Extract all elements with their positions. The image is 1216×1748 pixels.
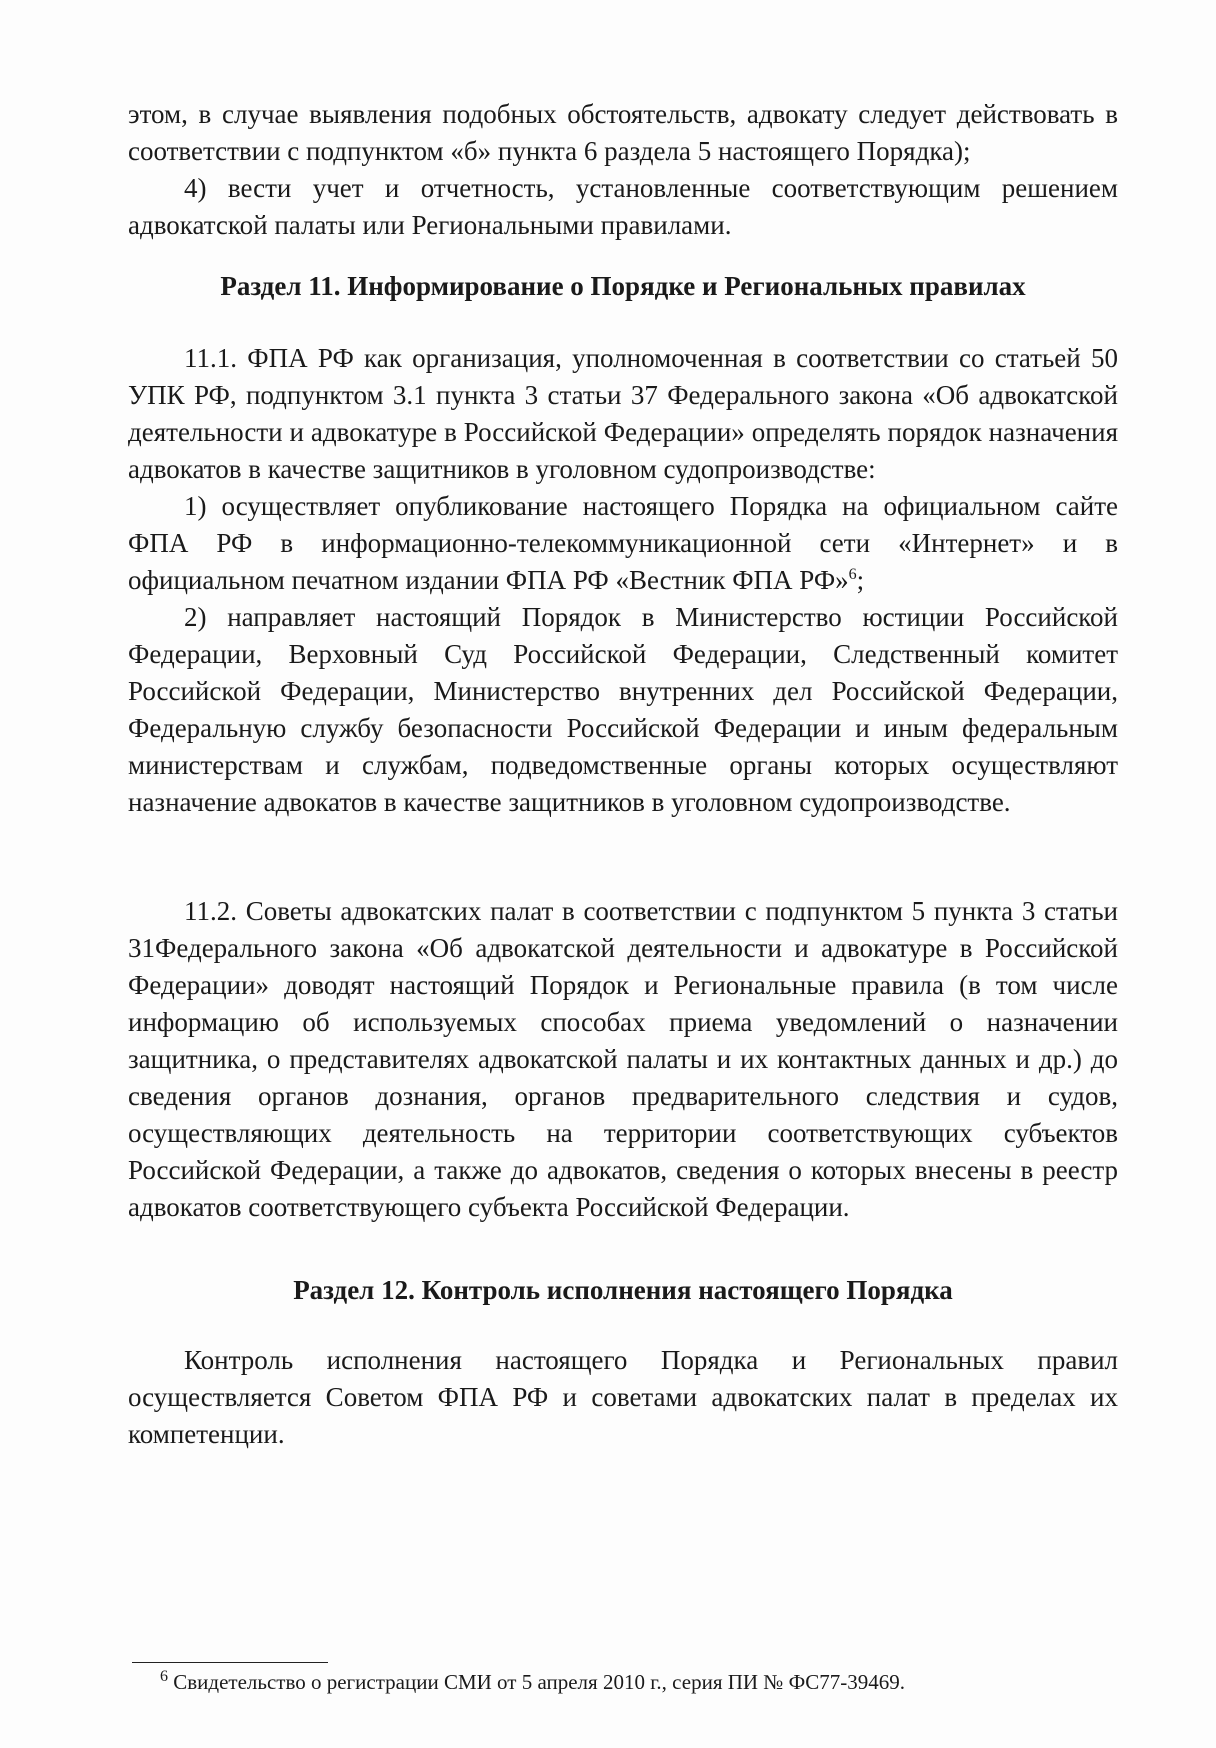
section-12-heading: Раздел 12. Контроль исполнения настоящего Порядка (293, 1275, 953, 1305)
paragraph-11-2: 11.2. Советы адвокатских палат в соответствии с подпунктом 5 пункта 3 статьи 31Федерального закона «Об адвокатской деятельности и адвокатуре в Российской Федерации» доводят настоящий Порядок и Региональные правила (в том числе информацию об используемых способах приема уведомлений о назначении защитника, о представителях адвокатской палаты и их контактных данных и др.) до сведения органов дознания, органов предварительного следствия и судов, осуществляющих деятельность на территории соответствующих субъектов Российской Федерации, а также до адвокатов, сведения о которых внесены в реестр адвокатов соответствующего субъекта Российской Федерации. (128, 896, 1118, 1222)
footnote-reference[interactable]: 6 (848, 566, 857, 583)
section-11-heading: Раздел 11. Информирование о Порядке и Региональных правилах (220, 271, 1026, 301)
footnote-separator (132, 1662, 328, 1663)
list-item-1-end: ; (856, 565, 865, 595)
continuation-paragraph: этом, в случае выявления подобных обстоятельств, адвокату следует действовать в соответствии с подпунктом «б» пункта 6 раздела 5 настоящего Порядка); (128, 99, 1118, 166)
footnote (160, 1668, 1110, 1696)
paragraph-11-1: 11.1. ФПА РФ как организация, уполномоченная в соответствии со статьей 50 УПК РФ, подпунктом 3.1 пункта 3 статьи 37 Федерального закона «Об адвокатской деятельности и адвокатуре в Российской Федерации» определять порядок назначения адвокатов в качестве защитников в уголовном судопроизводстве: (128, 343, 1118, 484)
section-12-paragraph: Контроль исполнения настоящего Порядка и Региональных правил осуществляется Советом ФПА РФ и советами адвокатских палат в пределах их компетенции. (128, 1345, 1118, 1449)
footnote-text: Свидетельство о регистрации СМИ от 5 апреля 2010 г., серия ПИ № ФС77-39469. (173, 1670, 905, 1694)
list-item-1-text: 1) осуществляет опубликование настоящего Порядка на официальном сайте ФПА РФ в информационно-телекоммуникационной сети «Интернет» и в официальном печатном издании ФПА РФ «Вестник ФПА РФ» (128, 491, 1118, 595)
list-item-2: 2) направляет настоящий Порядок в Министерство юстиции Российской Федерации, Верховный Суд Российской Федерации, Следственный комитет Российской Федерации, Министерство внутренних дел Российской Федерации, Федеральную службу безопасности Российской Федерации и иным федеральным министерствам и службам, подведомственные органы которых осуществляют назначение адвокатов в качестве защитников в уголовном судопроизводстве. (128, 602, 1118, 817)
footnote-number: 6 (160, 1668, 168, 1685)
continuation-block (128, 96, 1118, 244)
list-item-4: 4) вести учет и отчетность, установленные соответствующим решением адвокатской палаты или Региональными правилами. (128, 173, 1118, 240)
section-11-1-block (128, 340, 1118, 821)
section-12-block (128, 1342, 1118, 1453)
section-11-2-block (128, 893, 1118, 1226)
list-item-1 (128, 488, 1118, 599)
